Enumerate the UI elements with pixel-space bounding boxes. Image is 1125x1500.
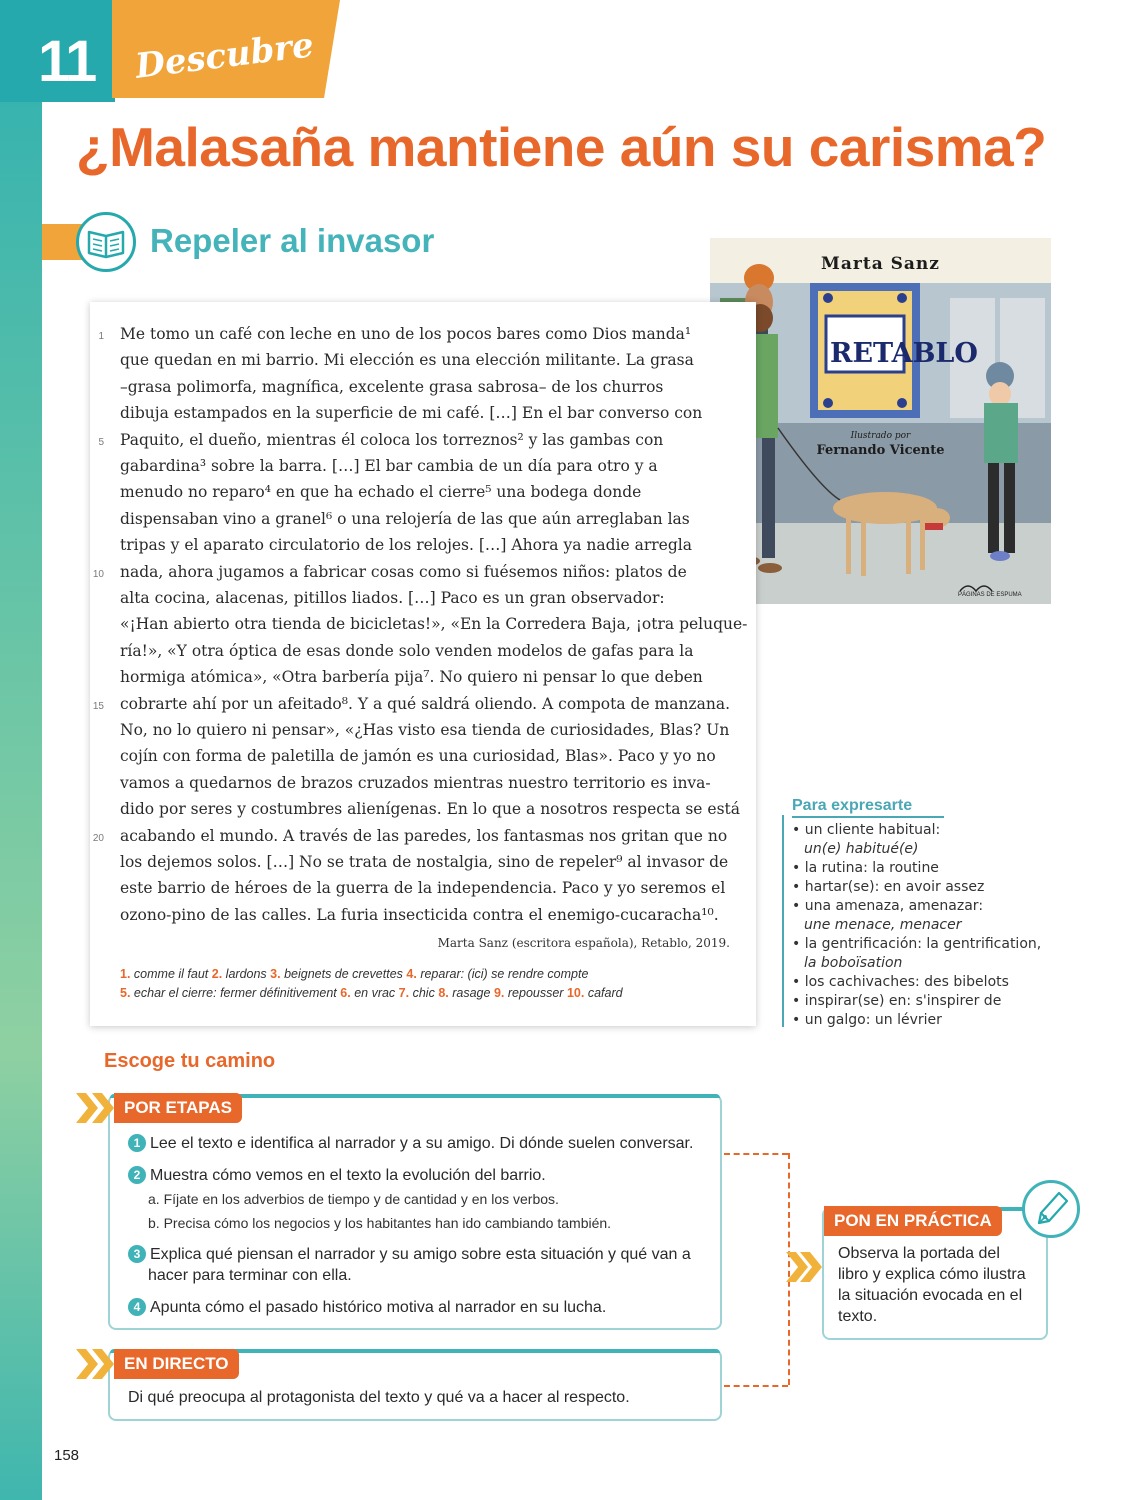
- text-line: dibuja estampados en la superficie de mi café. […] En el bar converso con: [120, 404, 703, 423]
- glossary-term: lardons: [225, 967, 267, 981]
- glossary-term: cafard: [587, 986, 623, 1000]
- glossary-number: 10.: [566, 986, 585, 1000]
- expresarte-item: • un galgo: un lévrier: [792, 1012, 942, 1028]
- step-2b: b. Precisa cómo los negocios y los habitantes han ido cambiando también.: [148, 1215, 612, 1231]
- text-line: acabando el mundo. A través de las paredes, los fantasmas nos gritan que no: [120, 826, 728, 845]
- attribution: Marta Sanz (escritora española), Retablo, 2019.: [437, 936, 730, 950]
- glossary-number: 6.: [340, 986, 351, 1000]
- text-line: dido por seres y costumbres alienígenas. En lo que a nosotros respecta se está: [120, 800, 741, 819]
- step-1: 1 Lee el texto e identifica al narrador y a su amigo. Di dónde suelen conversar.: [128, 1134, 693, 1153]
- glossary-term: reparar: (ici) se rendre compte: [420, 967, 589, 981]
- step-2a: a. Fíjate en los adverbios de tiempo y de cantidad y en los verbos.: [148, 1191, 559, 1207]
- text-line: nada, ahora jugamos a fabricar cosas como si fuésemos niños: platos de: [120, 562, 687, 581]
- page-number: 158: [54, 1447, 80, 1464]
- text-line: gabardina³ sobre la barra. […] El bar cambia de un día para otro y a: [120, 457, 658, 475]
- text-line: cojín con forma de paletilla de jamón es una curiosidad, Blas». Paco y yo no: [120, 747, 716, 766]
- text-line: vamos a quedarnos de brazos cruzados mientras nuestro territorio es inva-: [120, 773, 711, 792]
- glossary-number: 5.: [120, 986, 131, 1000]
- text-line: ría!», «Y otra óptica de esas donde solo venden modelos de gafas para la: [120, 641, 694, 660]
- text-line: –grasa polimorfa, magnífica, excelente grasa sabrosa– de los churros: [120, 377, 664, 396]
- expresarte-item: • una amenaza, amenazar:: [792, 898, 984, 914]
- glossary-term: beignets de crevettes: [284, 967, 403, 981]
- practica-tab: PON EN PRÁCTICA: [824, 1206, 1002, 1236]
- cover-author: Marta Sanz: [821, 254, 940, 274]
- text-line: Paquito, el dueño, mientras él coloca los torreznos² y las gambas con: [120, 430, 664, 449]
- unit-number: 11: [38, 29, 96, 94]
- text-line: los dejemos solos. […] No se trata de nostalgia, sino de repeler⁹ al invasor de: [120, 853, 729, 871]
- cover-title: RETABLO: [830, 338, 978, 369]
- page-title: ¿Malasaña mantiene aún su carisma?: [76, 116, 1047, 178]
- text-line: tripas y el aparato circulatorio de los relojes. […] Ahora ya nadie arregla: [120, 536, 692, 555]
- connector-line: [724, 1153, 788, 1155]
- pen-icon: [1022, 1180, 1080, 1238]
- step-3: 3 Explica qué piensan el narrador y su amigo sobre esta situación y qué van a: [128, 1245, 691, 1264]
- expresarte-item: • la rutina: la routine: [792, 860, 939, 876]
- glossary-number: 3.: [270, 967, 281, 981]
- expresarte-box: [782, 797, 1082, 1027]
- text-line: este barrio de héroes de la guerra de la independencia. Paco y yo seremos el: [120, 879, 726, 898]
- connector-line: [788, 1153, 790, 1385]
- book-cover-image: [710, 238, 1051, 604]
- expresarte-item: une menace, menacer: [804, 917, 962, 933]
- expresarte-item: • inspirar(se) en: s'inspirer de: [792, 993, 1002, 1009]
- chevron-icon: [76, 1093, 98, 1123]
- expresarte-title: Para expresarte: [792, 797, 944, 818]
- cover-illustrator: Fernando Vicente: [816, 443, 945, 458]
- expresarte-item: la boboïsation: [804, 955, 903, 971]
- practica-line: Observa la portada del: [838, 1245, 1000, 1262]
- line-number: 10: [92, 568, 104, 580]
- book-icon: [76, 212, 136, 272]
- step-4: 4 Apunta cómo el pasado histórico motiva al narrador en su lucha.: [128, 1298, 606, 1317]
- practica-line: libro y explica cómo ilustra: [838, 1266, 1026, 1283]
- connector-line: [724, 1385, 788, 1387]
- glossary-number: 2.: [211, 967, 223, 981]
- glossary-number: 1.: [120, 967, 131, 981]
- expresarte-item: • la gentrificación: la gentrification,: [792, 936, 1042, 952]
- text-line: que quedan en mi barrio. Mi elección es una elección militante. La grasa: [120, 351, 694, 370]
- glossary-line: [120, 986, 623, 1000]
- text-line: Me tomo un café con leche en uno de los pocos bares como Dios manda¹: [120, 325, 692, 343]
- text-line: No, no lo quiero ni pensar», «¿Has visto esa tienda de curiosidades, Blas? Un: [120, 721, 730, 739]
- glossary-number: 9.: [493, 986, 505, 1000]
- glossary-term: echar el cierre: fermer définitivement: [133, 986, 337, 1000]
- practica-line: texto.: [838, 1308, 878, 1325]
- glossary-line: [120, 967, 588, 981]
- cover-publisher: PÁGINAS DE ESPUMA: [958, 592, 1022, 598]
- expresarte-item: • un cliente habitual:: [792, 822, 941, 838]
- expresarte-item: • los cachivaches: des bibelots: [792, 974, 1009, 990]
- glossary-term: chic: [412, 986, 435, 1000]
- step-2: 2 Muestra cómo vemos en el texto la evolución del barrio.: [128, 1166, 546, 1185]
- glossary-term: repousser: [507, 986, 564, 1000]
- glossary-term: en vrac: [354, 986, 396, 1000]
- en-directo-text: Di qué preocupa al protagonista del texto y qué va a hacer al respecto.: [128, 1389, 630, 1406]
- text-line: alta cocina, alacenas, pitillos liados. […] Paco es un gran observador:: [120, 589, 665, 607]
- expresarte-item: un(e) habitué(e): [804, 841, 919, 857]
- practica-line: la situación evocada en el: [838, 1287, 1023, 1304]
- line-number: 20: [92, 832, 104, 844]
- section-label: Descubre: [133, 25, 316, 87]
- text-line: cobrarte ahí por un afeitado⁸. Y a qué saldrá oliendo. A compota de manzana.: [120, 694, 731, 713]
- expresarte-rule: [782, 815, 784, 1027]
- line-number: 1: [98, 331, 104, 342]
- glossary-term: rasage: [452, 986, 491, 1000]
- text-line: menudo no reparo⁴ en que ha echado el cierre⁵ una bodega donde: [120, 483, 642, 502]
- cover-illustrated-label: Ilustrado por: [850, 431, 911, 441]
- line-number: 15: [92, 700, 104, 712]
- expresarte-item: • hartar(se): en avoir assez: [792, 879, 985, 895]
- reading-text-box: [90, 302, 756, 1026]
- por-etapas-panel: [108, 1094, 722, 1330]
- line-number: 5: [98, 436, 104, 448]
- chevron-icon: [76, 1349, 98, 1379]
- section-title: Repeler al invasor: [150, 222, 435, 259]
- side-band: [0, 0, 42, 1500]
- glossary-term: comme il faut: [133, 967, 209, 981]
- por-etapas-tab: POR ETAPAS: [114, 1093, 242, 1123]
- camino-title: Escoge tu camino: [104, 1050, 276, 1072]
- step-3-continued: hacer para terminar con ella.: [148, 1267, 352, 1284]
- glossary-number: 4.: [406, 967, 417, 981]
- glossary-number: 8.: [438, 986, 449, 1000]
- text-line: dispensaban vino a granel⁶ o una relojería de las que aún arreglaban las: [120, 509, 690, 528]
- text-line: «¡Han abierto otra tienda de bicicletas!», «En la Corredera Baja, ¡otra peluque-: [120, 615, 748, 634]
- glossary-number: 7.: [398, 986, 410, 1000]
- text-line: ozono-pino de las calles. La furia insecticida contra el enemigo-cucaracha¹⁰.: [120, 905, 719, 924]
- en-directo-tab: EN DIRECTO: [114, 1349, 239, 1379]
- text-line: hormiga atómica», «Otra barbería pija⁷. No quiero ni pensar lo que deben: [120, 668, 703, 687]
